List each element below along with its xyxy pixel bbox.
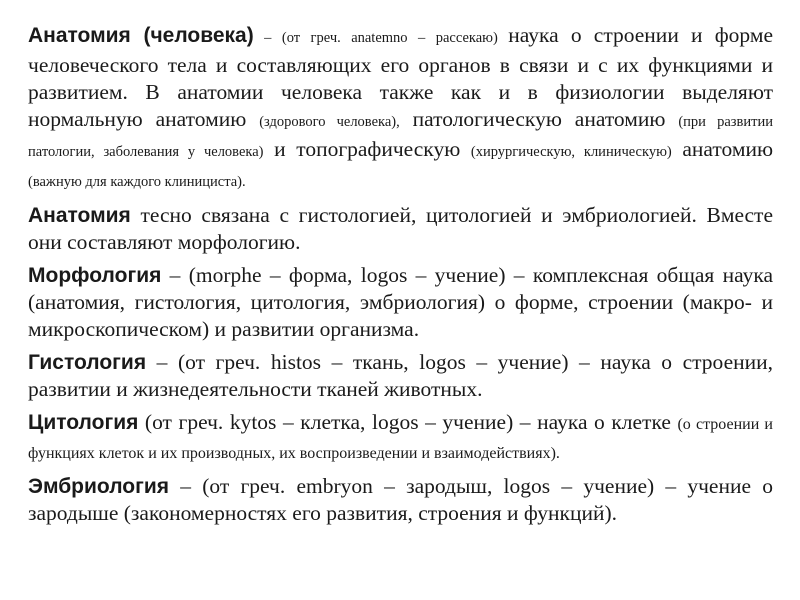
paragraph-anatomy [28,22,773,196]
paragraph-morphology [28,262,773,343]
paragraph-embryology [28,473,773,527]
text-anatomy-relations: тесно связана с гистологией, цитологией и эмбриологией. Вместе они составляют морфологию. [28,203,773,254]
term-anatomy: Анатомия (человека) [28,24,254,47]
paragraph-histology [28,349,773,403]
note-healthy: (здорового человека), [259,114,400,130]
text-topographic: и топографическую [263,137,471,161]
definition-histology: – (от греч. histos – ткань, logos – учение) – наука о строении, развитии и жизнедеятельности тканей животных. [28,350,773,401]
definition-embryology: – (от греч. embryon – зародыш, logos – учение) – учение о зародыше (закономерностях его развития, строения и функций). [28,474,773,525]
term-anatomy-2: Анатомия [28,204,131,227]
note-clinician: (важную для каждого клинициста). [28,174,246,190]
definition-anatomy: наука о строении и форме человеческого тела и составляющих его органов в связи и с их функциями и развитием. В анатомии человека также как и в физиологии выделяют нормальную анатомию [28,23,773,131]
text-pathological: патологическую анатомию [399,107,679,131]
definition-morphology: – (morphe – форма, logos – учение) – комплексная общая наука (анатомия, гистология, цитология, эмбриология) о форме, строении (макро- и микроскопическом) и развитии организма. [28,263,773,341]
paragraph-anatomy-relations [28,202,773,256]
term-cytology: Цитология [28,411,139,434]
term-histology: Гистология [28,351,147,374]
note-pathology: (при развитии патологии, заболевания у человека) [28,114,773,160]
note-surgical: (хирургическую, клиническую) [470,144,672,160]
paragraph-cytology [28,409,773,467]
term-morphology: Морфология [28,264,162,287]
document-page [28,22,773,533]
etymology-anatomy: – (от греч. anatemno – рассекаю) [253,30,509,46]
note-cytology: (о строении и функциях клеток и их производных, их воспроизведении и взаимодействиях). [28,416,773,462]
text-anatomy-word: анатомию [671,137,774,161]
definition-cytology: (от греч. kytos – клетка, logos – учение) – наука о клетке [138,410,678,434]
term-embryology: Эмбриология [28,475,170,498]
